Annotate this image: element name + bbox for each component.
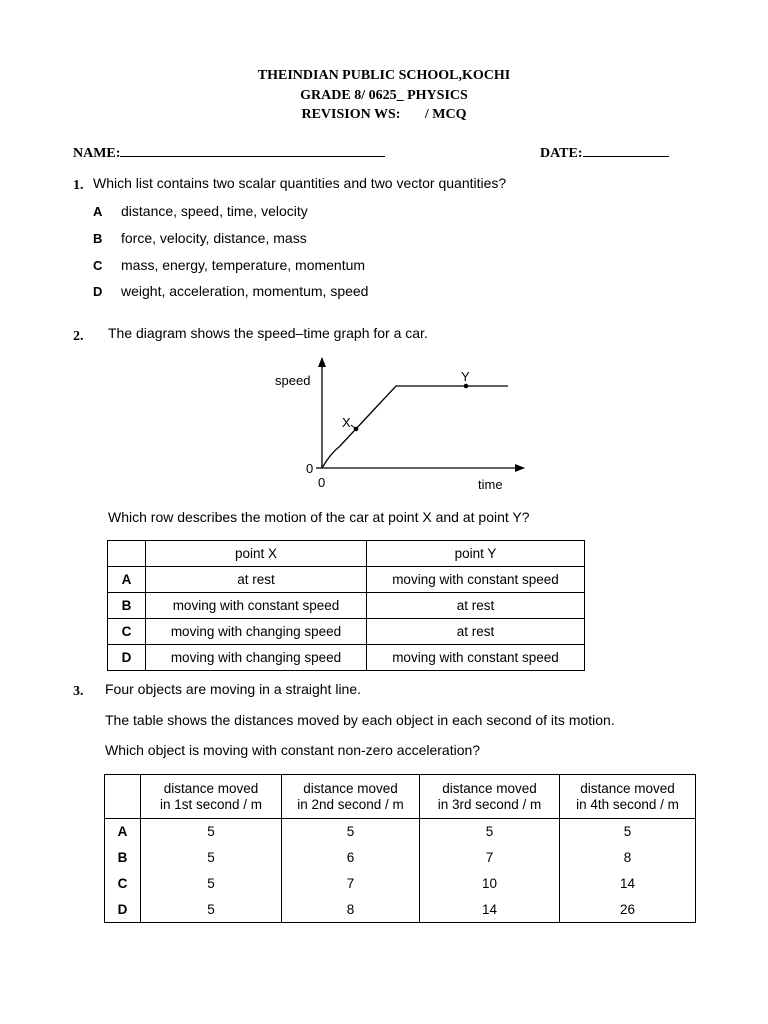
question-1-number: 1. <box>73 178 84 193</box>
header-1st-second <box>141 775 282 819</box>
table-row <box>108 593 585 619</box>
header-line: distance moved <box>580 780 675 796</box>
cell-point-x: moving with constant speed <box>146 593 367 619</box>
header-line: in 1st second / m <box>159 796 263 812</box>
y-axis-label: speed <box>275 373 311 388</box>
cell-point-y: at rest <box>367 593 585 619</box>
school-title: THEINDIAN PUBLIC SCHOOL,KOCHI <box>257 68 511 83</box>
cell-point-x: at rest <box>146 567 367 593</box>
q1-option-b-letter: B <box>93 231 103 246</box>
row-letter: A <box>108 567 146 593</box>
header-line: distance moved <box>303 780 398 796</box>
origin-x-label: 0 <box>318 475 326 490</box>
header-2nd-second <box>282 775 420 819</box>
cell-value: 6 <box>282 845 420 871</box>
cell-point-y: at rest <box>367 619 585 645</box>
q3-distance-table <box>104 774 696 923</box>
q1-option-d-text: weight, acceleration, momentum, speed <box>121 283 369 299</box>
grade-subject: GRADE 8/ 0625_ PHYSICS <box>300 88 468 103</box>
date-label: DATE: <box>540 146 583 161</box>
row-letter: D <box>108 645 146 671</box>
question-3-number: 3. <box>73 684 84 699</box>
q1-option-c-text: mass, energy, temperature, momentum <box>121 257 366 273</box>
table-row <box>105 819 696 845</box>
question-2-number: 2. <box>73 329 84 344</box>
cell-value: 5 <box>282 819 420 845</box>
table-row <box>108 645 585 671</box>
date-blank <box>583 144 669 157</box>
table-header-row <box>105 775 696 819</box>
cell-value: 5 <box>141 819 282 845</box>
worksheet-title: REVISION WS: / MCQ <box>301 107 467 122</box>
name-label: NAME: <box>73 146 121 161</box>
row-letter: D <box>105 897 141 923</box>
point-y-label: Y <box>461 369 470 384</box>
header-line: distance moved <box>163 780 259 796</box>
table-row <box>108 567 585 593</box>
question-3-text-1: Four objects are moving in a straight line. <box>105 681 362 697</box>
header-line: in 2nd second / m <box>297 796 404 812</box>
cell-value: 7 <box>282 871 420 897</box>
row-letter: C <box>105 871 141 897</box>
q1-option-a-letter: A <box>93 204 103 219</box>
point-x-leader <box>351 425 355 428</box>
origin-y-label: 0 <box>306 461 314 476</box>
row-letter: B <box>105 845 141 871</box>
q1-option-d-letter: D <box>93 284 103 299</box>
question-3-text-3: Which object is moving with constant non-zero acceleration? <box>105 742 481 758</box>
header-line: in 4th second / m <box>576 796 679 812</box>
row-letter: B <box>108 593 146 619</box>
question-3-text-2: The table shows the distances moved by each object in each second of its motion. <box>105 712 615 728</box>
cell-value: 5 <box>141 845 282 871</box>
q1-option-b-text: force, velocity, distance, mass <box>121 230 307 246</box>
speed-time-graph <box>260 352 540 497</box>
question-2-text: The diagram shows the speed–time graph for a car. <box>108 325 428 341</box>
table-corner-cell <box>108 541 146 567</box>
q2-answer-table <box>107 540 585 671</box>
cell-value: 5 <box>141 897 282 923</box>
table-row <box>105 871 696 897</box>
point-x-label: X <box>342 415 351 430</box>
cell-value: 8 <box>560 845 696 871</box>
cell-value: 5 <box>141 871 282 897</box>
x-axis-label: time <box>478 477 503 492</box>
point-y-marker <box>464 384 469 389</box>
cell-value: 5 <box>420 819 560 845</box>
cell-value: 14 <box>420 897 560 923</box>
question-2-prompt: Which row describes the motion of the car at point X and at point Y? <box>108 509 530 525</box>
question-1-text: Which list contains two scalar quantities and two vector quantities? <box>93 175 507 191</box>
q1-option-c-letter: C <box>93 258 103 273</box>
table-header-row <box>108 541 585 567</box>
cell-point-x: moving with changing speed <box>146 619 367 645</box>
table-row <box>105 897 696 923</box>
header-4th-second <box>560 775 696 819</box>
name-blank <box>120 144 385 157</box>
cell-value: 10 <box>420 871 560 897</box>
table-row <box>108 619 585 645</box>
q1-option-a-text: distance, speed, time, velocity <box>121 203 308 219</box>
header-point-x: point X <box>146 541 367 567</box>
date-field <box>540 144 669 162</box>
table-row <box>105 845 696 871</box>
name-field <box>73 144 385 162</box>
header-line: in 3rd second / m <box>437 796 542 812</box>
cell-value: 8 <box>282 897 420 923</box>
cell-value: 5 <box>560 819 696 845</box>
row-letter: A <box>105 819 141 845</box>
header-3rd-second <box>420 775 560 819</box>
cell-point-y: moving with constant speed <box>367 567 585 593</box>
table-corner-cell <box>105 775 141 819</box>
header-point-y: point Y <box>367 541 585 567</box>
cell-point-x: moving with changing speed <box>146 645 367 671</box>
cell-value: 7 <box>420 845 560 871</box>
cell-value: 14 <box>560 871 696 897</box>
cell-value: 26 <box>560 897 696 923</box>
cell-point-y: moving with constant speed <box>367 645 585 671</box>
header-line: distance moved <box>442 780 537 796</box>
row-letter: C <box>108 619 146 645</box>
